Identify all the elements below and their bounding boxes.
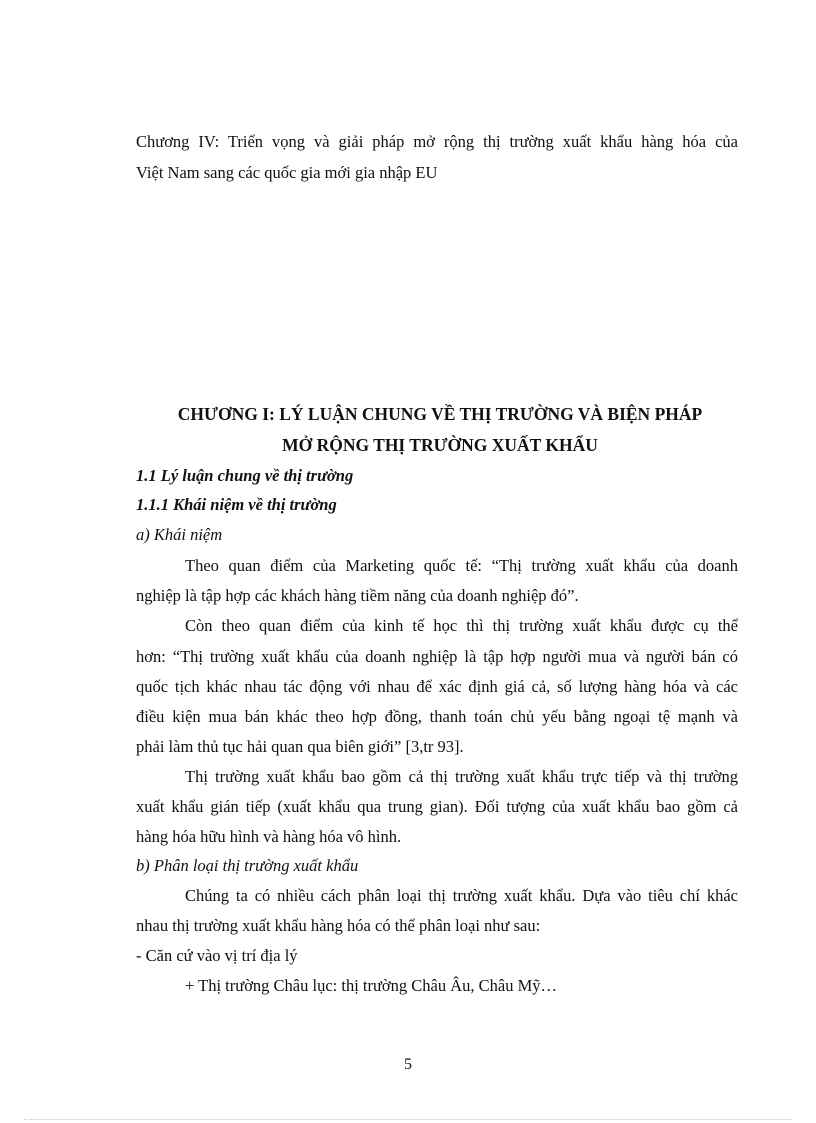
paragraph-2-line-5: phải làm thủ tục hải quan qua biên giới” [3,tr 93]. bbox=[136, 737, 464, 756]
chapter-title-line-1: CHƯƠNG I: LÝ LUẬN CHUNG VỀ THỊ TRƯỜNG VÀ BIỆN PHÁP bbox=[177, 404, 703, 424]
paragraph-4-line-1: Chúng ta có nhiều cách phân loại thị trường xuất khẩu. Dựa vào tiêu chí khác bbox=[185, 886, 738, 905]
paragraph-3-line-2: xuất khẩu gián tiếp (xuất khẩu qua trung gian). Đối tượng của xuất khẩu bao gồm cả bbox=[136, 797, 738, 816]
subheading-b: b) Phân loại thị trường xuất khẩu bbox=[136, 856, 359, 875]
page-number: 5 bbox=[404, 1056, 412, 1073]
intro-line-1: Chương IV: Triển vọng và giải pháp mở rộng thị trường xuất khẩu hàng hóa của bbox=[136, 132, 738, 151]
footer-divider bbox=[24, 1119, 792, 1120]
paragraph-1-line-2: nghiệp là tập hợp các khách hàng tiềm năng của doanh nghiệp đó”. bbox=[136, 586, 579, 605]
paragraph-2-line-4: điều kiện mua bán khác theo hợp đồng, thanh toán chủ yếu bằng ngoại tệ mạnh và bbox=[136, 707, 738, 726]
section-heading-1-1-1: 1.1.1 Khái niệm về thị trường bbox=[136, 495, 337, 514]
paragraph-2-line-1: Còn theo quan điểm của kinh tế học thì thị trường xuất khẩu được cụ thể bbox=[185, 616, 738, 635]
bullet-item-1: - Căn cứ vào vị trí địa lý bbox=[136, 946, 298, 965]
paragraph-4-line-2: nhau thị trường xuất khẩu hàng hóa có thể phân loại như sau: bbox=[136, 916, 541, 935]
section-heading-1-1: 1.1 Lý luận chung về thị trường bbox=[136, 466, 354, 485]
paragraph-3-line-1: Thị trường xuất khẩu bao gồm cả thị trường xuất khẩu trực tiếp và thị trường bbox=[185, 767, 738, 786]
sub-item-1: + Thị trường Châu lục: thị trường Châu Âu, Châu Mỹ… bbox=[185, 976, 558, 995]
paragraph-1-line-1: Theo quan điểm của Marketing quốc tế: “Thị trường xuất khẩu của doanh bbox=[185, 556, 738, 575]
chapter-title-line-2: MỞ RỘNG THỊ TRƯỜNG XUẤT KHẨU bbox=[282, 435, 598, 455]
paragraph-2-line-2: hơn: “Thị trường xuất khẩu của doanh nghiệp là tập hợp người mua và người bán có bbox=[136, 647, 738, 666]
subheading-a: a) Khái niệm bbox=[136, 525, 223, 544]
paragraph-3-line-3: hàng hóa hữu hình và hàng hóa vô hình. bbox=[136, 827, 402, 846]
paragraph-2-line-3: quốc tịch khác nhau tác động với nhau để xác định giá cả, số lượng hàng hóa và các bbox=[136, 677, 738, 696]
intro-line-2: Việt Nam sang các quốc gia mới gia nhập EU bbox=[136, 163, 438, 182]
